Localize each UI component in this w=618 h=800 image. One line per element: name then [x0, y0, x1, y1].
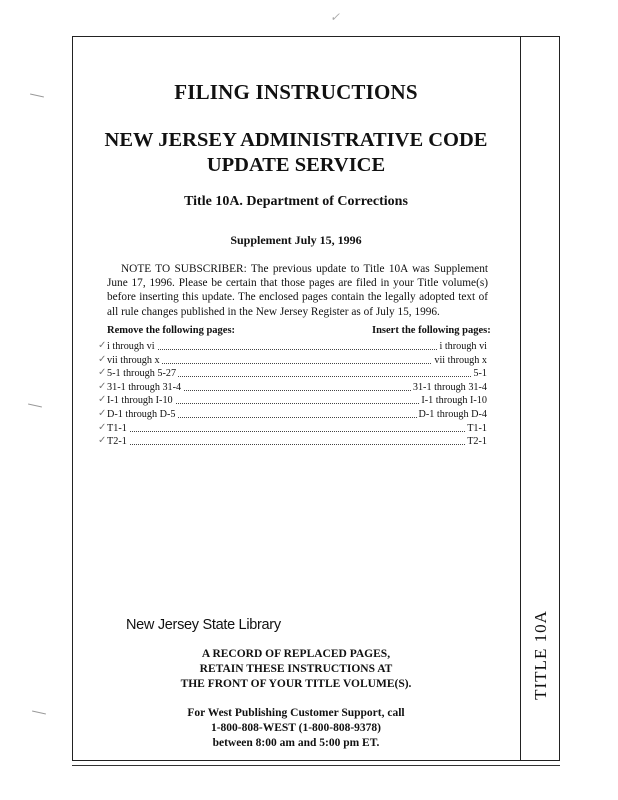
margin-mark	[32, 711, 46, 715]
list-item	[98, 367, 487, 381]
record-line: RETAIN THESE INSTRUCTIONS AT	[199, 663, 393, 675]
checkmark-icon: ✓	[98, 380, 107, 392]
code-title-line1: NEW JERSEY ADMINISTRATIVE CODE	[104, 129, 488, 151]
tab-divider-line	[520, 36, 521, 761]
title-department: Title 10A. Department of Corrections	[184, 194, 408, 209]
remove-pages: T2-1	[107, 436, 127, 448]
supplement-date: Supplement July 15, 1996	[230, 233, 362, 247]
remove-pages: T1-1	[107, 422, 127, 434]
faint-stamp-mark: ✓	[330, 10, 341, 24]
checkmark-icon: ✓	[98, 394, 107, 406]
insert-pages: vii through x	[434, 354, 487, 366]
record-line: A RECORD OF REPLACED PAGES,	[201, 648, 391, 660]
remove-pages: vii through x	[107, 354, 160, 366]
remove-pages: 31-1 through 31-4	[107, 381, 182, 393]
code-title-line2: UPDATE SERVICE	[206, 154, 386, 176]
list-item	[98, 394, 487, 408]
customer-support	[72, 706, 520, 751]
list-item	[98, 407, 487, 422]
checkmark-icon: ✓	[98, 367, 107, 379]
support-hours: between 8:00 am and 5:00 pm ET.	[212, 737, 380, 749]
insert-pages: D-1 through D-4	[418, 408, 487, 420]
insert-pages: 31-1 through 31-4	[412, 381, 487, 393]
code-title	[72, 128, 520, 178]
page-replacement-list	[98, 340, 487, 449]
list-item	[98, 353, 487, 368]
insert-pages: I-1 through I-10	[421, 395, 487, 407]
list-item	[98, 421, 487, 436]
spine-tab	[524, 595, 558, 715]
insert-pages: T2-1	[467, 436, 487, 448]
record-instructions	[72, 647, 520, 692]
subscriber-note: NOTE TO SUBSCRIBER: The previous update to Title 10A was Supplement June 17, 1996. Please be certain that those pages are filed in your Title volume(s) before inserting this update. The enclosed pages contain the legally adopted text of all rule changes published in the New Jersey Register as of July 15, 1996.	[107, 263, 488, 318]
remove-pages: I-1 through I-10	[107, 395, 173, 407]
library-stamp: New Jersey State Library	[126, 617, 281, 633]
remove-pages-header: Remove the following pages:	[107, 325, 236, 336]
insert-pages: 5-1	[473, 368, 487, 380]
checkmark-icon: ✓	[98, 353, 107, 365]
list-item	[98, 380, 487, 395]
list-item	[98, 340, 487, 354]
margin-mark	[28, 404, 42, 408]
list-item	[98, 435, 487, 449]
margin-mark	[30, 94, 44, 98]
remove-pages: D-1 through D-5	[107, 408, 176, 420]
insert-pages-header: Insert the following pages:	[372, 325, 491, 336]
remove-pages: i through vi	[107, 341, 155, 352]
checkmark-icon: ✓	[98, 340, 107, 351]
record-line: THE FRONT OF YOUR TITLE VOLUME(S).	[180, 678, 412, 690]
insert-pages: T1-1	[467, 422, 487, 434]
insert-pages: i through vi	[439, 341, 487, 352]
spine-tab-label: TITLE 10A	[531, 610, 550, 700]
support-line: For West Publishing Customer Support, call	[187, 707, 405, 719]
checkmark-icon: ✓	[98, 435, 107, 447]
remove-pages: 5-1 through 5-27	[107, 368, 177, 380]
bottom-rule	[72, 765, 560, 766]
support-phone: 1-800-808-WEST (1-800-808-9378)	[210, 722, 382, 734]
checkmark-icon: ✓	[98, 421, 107, 433]
checkmark-icon: ✓	[98, 407, 107, 419]
page-title: FILING INSTRUCTIONS	[174, 80, 418, 104]
